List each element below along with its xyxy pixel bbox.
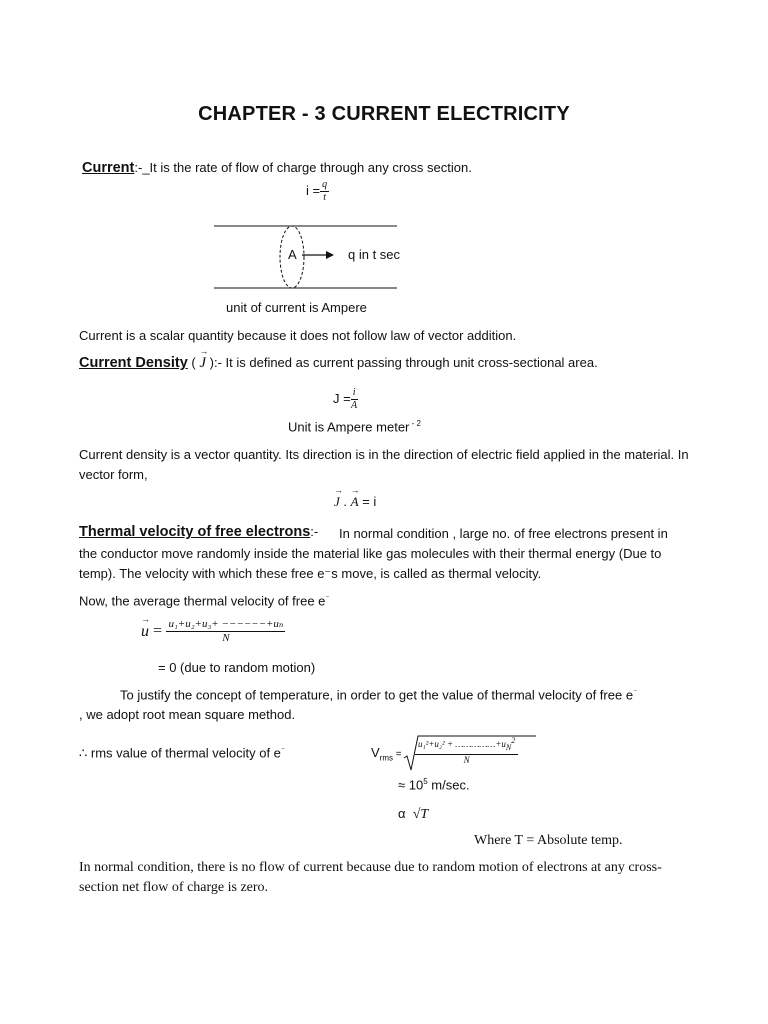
average-velocity-numerator: u₁+u₂+u₃+ −−−−−−+uₙ (168, 618, 284, 630)
rms-text-label: ∴ rms value of thermal velocity of e (79, 745, 281, 761)
where-text: Where T = Absolute temp. (474, 833, 623, 848)
current-sep: :-_ (134, 160, 150, 175)
vrms-v: V (371, 745, 380, 760)
current-term: Current (82, 160, 135, 176)
current-scalar-text: Current is a scalar quantity because it does not follow law of vector addition. (79, 328, 517, 343)
current-density-line (79, 355, 598, 372)
flow-arrow-head (326, 251, 334, 259)
vrms-fraction (415, 737, 518, 765)
average-velocity-denominator: N (222, 632, 230, 644)
average-velocity-label: Now, the average thermal velocity of free e (79, 593, 326, 609)
current-density-definition: It is defined as current passing through unit cross-sectional area. (225, 355, 598, 370)
current-unit-text: unit of current is Ampere (226, 300, 367, 315)
rms-text (79, 745, 285, 761)
zero-average-text: = 0 (due to random motion) (158, 660, 316, 675)
current-density-formula-fraction (351, 388, 358, 411)
vrms-fraction-wrap (415, 737, 518, 765)
current-density-vector-text: Current density is a vector quantity. Its direction is in the direction of electric field applied in the material. In vector form, (79, 447, 689, 482)
chapter-title: CHAPTER - 3 CURRENT ELECTRICITY (198, 103, 570, 125)
alpha-symbol: α (398, 806, 406, 821)
current-density-symbol-open: ( (187, 355, 200, 370)
current-density-term: Current Density (79, 355, 188, 371)
approx-exp: 5 (423, 777, 428, 786)
current-formula (306, 180, 329, 203)
thermal-paragraph: In normal condition , large no. of free electrons present in the conductor move randomly inside the material like gas molecules with their thermal energy (Due to temp). The velocity with which these free e⁻s move, is called as thermal velocity. (79, 526, 668, 581)
approx-pre: ≈ 10 (398, 777, 424, 793)
vector-form-a: → A (351, 494, 359, 510)
vrms-numerator-sup: 2 (511, 736, 516, 745)
approx-post: m/sec. (427, 777, 470, 793)
proportional-line (398, 806, 428, 823)
vector-form-j: → J (334, 494, 340, 510)
approx-line (398, 777, 470, 792)
vrms-numerator-text: u₁²+u₂² + ……………+u (418, 739, 506, 749)
vrms-lhs (371, 745, 402, 763)
current-density-formula-den: A (351, 400, 358, 411)
vrms-numerator-sub: N (505, 742, 512, 752)
current-density-unit-exp: - 2 (409, 419, 421, 428)
current-density-symbol-close: ):- (206, 355, 222, 370)
current-density-formula (333, 388, 358, 411)
average-velocity-fraction (166, 619, 285, 644)
current-formula-den: t (323, 192, 326, 203)
current-definition: It is the rate of flow of charge through any cross section. (149, 160, 472, 175)
vector-form-formula (334, 494, 376, 510)
vrms-sub: rms (379, 753, 393, 763)
current-formula-num: q (322, 179, 328, 190)
justify-text: To justify the concept of temperature, in order to get the value of thermal velocity of free e⁻ (120, 687, 638, 703)
current-formula-fraction (320, 180, 329, 203)
thermal-sep: :- (310, 524, 319, 539)
justify-text-line1: To justify the concept of temperature, in order to get the value of thermal velocity of free e (120, 687, 634, 703)
vrms-eq: = (393, 749, 402, 760)
vector-form-dot: . (339, 494, 351, 509)
u-equals: = (149, 622, 163, 640)
justify-text-line2: , we adopt root mean square method. (79, 707, 296, 722)
current-definition-line (79, 160, 472, 176)
current-formula-lhs: i = (306, 182, 321, 198)
vector-form-rhs: = i (358, 494, 377, 509)
average-velocity-text (79, 593, 330, 608)
current-density-unit (288, 419, 421, 434)
final-paragraph: In normal condition, there is no flow of current because due to random motion of electrons at any cross- section net flow of charge is zero. (79, 860, 662, 895)
average-velocity-sup: ⁻ (325, 593, 330, 602)
u-bar-symbol: → u (141, 623, 149, 641)
thermal-term: Thermal velocity of free electrons (79, 524, 311, 540)
current-density-formula-lhs: J = (333, 390, 351, 406)
current-density-unit-text: Unit is Ampere meter (288, 419, 410, 435)
diagram-flow-label: q in t sec (348, 247, 401, 262)
vrms-numerator (415, 737, 518, 755)
vrms-denominator: N (463, 754, 470, 765)
sqrt-t: √T (412, 807, 429, 822)
current-density-symbol: → J (199, 355, 206, 372)
current-density-formula-num: i (352, 387, 356, 398)
rms-text-sup: ⁻ (280, 745, 286, 754)
average-velocity-formula (141, 619, 285, 644)
diagram-area-label: A (288, 247, 297, 262)
